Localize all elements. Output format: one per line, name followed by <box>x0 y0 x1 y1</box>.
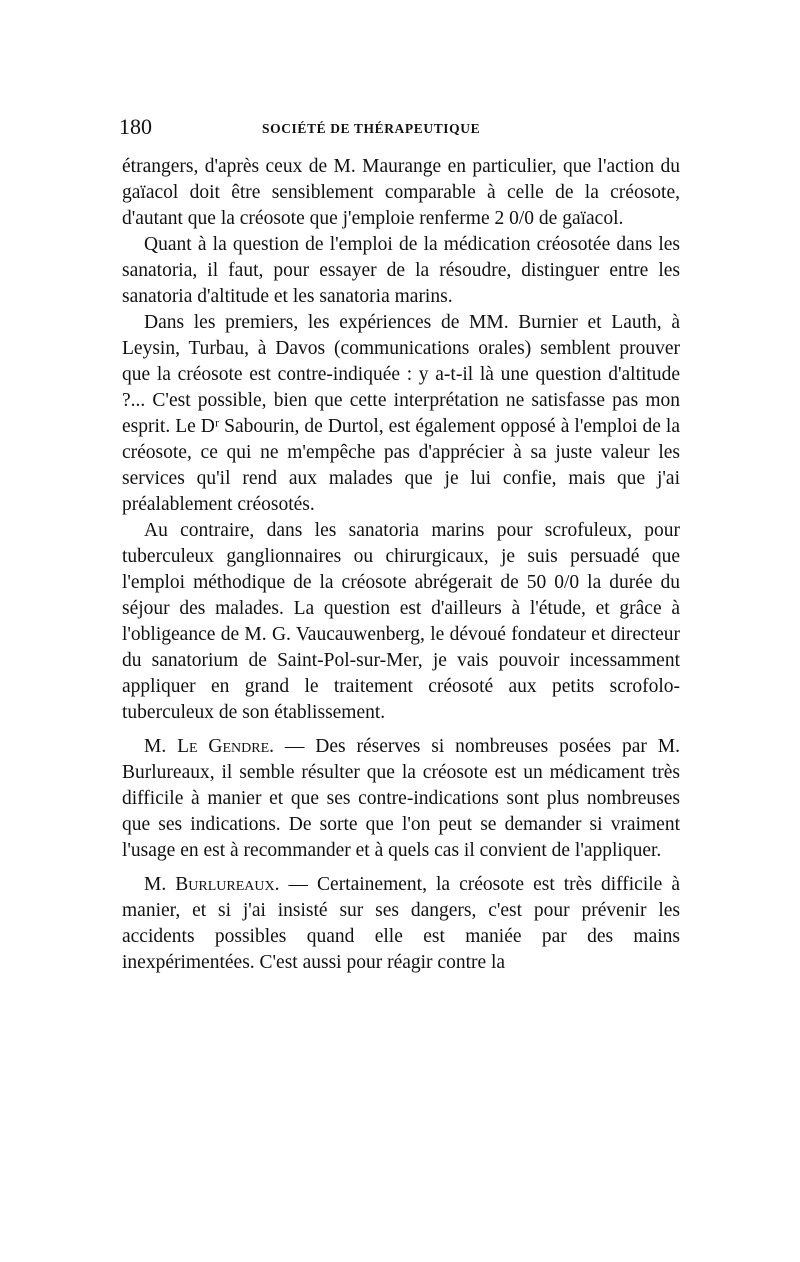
paragraph-text: — Des réserves si nombreuses posées par M. Burlureaux, il semble résulter que la créosote est un médicament très difficile à manier et que ses contre-indications sont plus nombreuses que ses indications. De sorte que l'on peut se demander si vraiment l'usage en est à recommander et à quels cas il convient de l'appliquer. <box>122 736 680 861</box>
speaker-name: M. Le Gendre. <box>144 736 275 757</box>
speaker-name: M. Burlureaux. <box>144 874 280 895</box>
paragraph-text: étrangers, d'après ceux de M. Maurange en particulier, que l'action du gaïacol doit être sensiblement comparable à celle de la créosote, d'autant que la créosote que j'emploie renferme 2 0/0 de gaïacol. <box>122 156 680 229</box>
paragraph-text: — Certainement, la créosote est très difficile à manier, et si j'ai insisté sur ses dangers, c'est pour prévenir les accidents possibles quand elle est maniée par des mains inexpérimentées. C'est aussi pour réagir contre la <box>122 874 680 973</box>
page-number: 180 <box>119 114 152 139</box>
speaker-paragraph <box>122 872 680 976</box>
paragraph <box>122 310 680 518</box>
speaker-paragraph <box>122 734 680 864</box>
paragraph-text: Quant à la question de l'emploi de la médication créosotée dans les sanatoria, il faut, pour essayer de la résoudre, distinguer entre les sanatoria d'altitude et les sanatoria marins. <box>122 234 680 307</box>
page-header <box>119 112 681 142</box>
paragraph <box>122 518 680 726</box>
paragraph-continued <box>122 154 680 232</box>
paragraph-text: Au contraire, dans les sanatoria marins pour scrofuleux, pour tuberculeux ganglionnaires ou chirurgicaux, je suis persuadé que l'emploi méthodique de la créosote abrégerait de 50 0/0 la durée du séjour des malades. La question est d'ailleurs à l'étude, et grâce à l'obligeance de M. G. Vaucauwenberg, le dévoué fondateur et directeur du sanatorium de Saint-Pol-sur-Mer, je vais pouvoir incessamment appliquer en grand le traitement créosoté aux petits scrofolo-tuberculeux de son établissement. <box>122 520 680 723</box>
paragraph <box>122 232 680 310</box>
running-head: SOCIÉTÉ DE THÉRAPEUTIQUE <box>262 121 481 136</box>
paragraph-text: Dans les premiers, les expériences de MM. Burnier et Lauth, à Leysin, Turbau, à Davos (communications orales) semblent prouver que la créosote est contre-indiquée : y a-t-il là une question d'altitude ?... C'est possible, bien que cette interprétation ne satisfasse pas mon esprit. Le Dʳ Sabourin, de Durtol, est également opposé à l'emploi de la créosote, ce qui ne m'empêche pas d'apprécier à sa juste valeur les services qu'il rend aux malades que je lui confie, mais que j'ai préalablement créosotés. <box>122 312 680 515</box>
body-text <box>122 154 680 976</box>
